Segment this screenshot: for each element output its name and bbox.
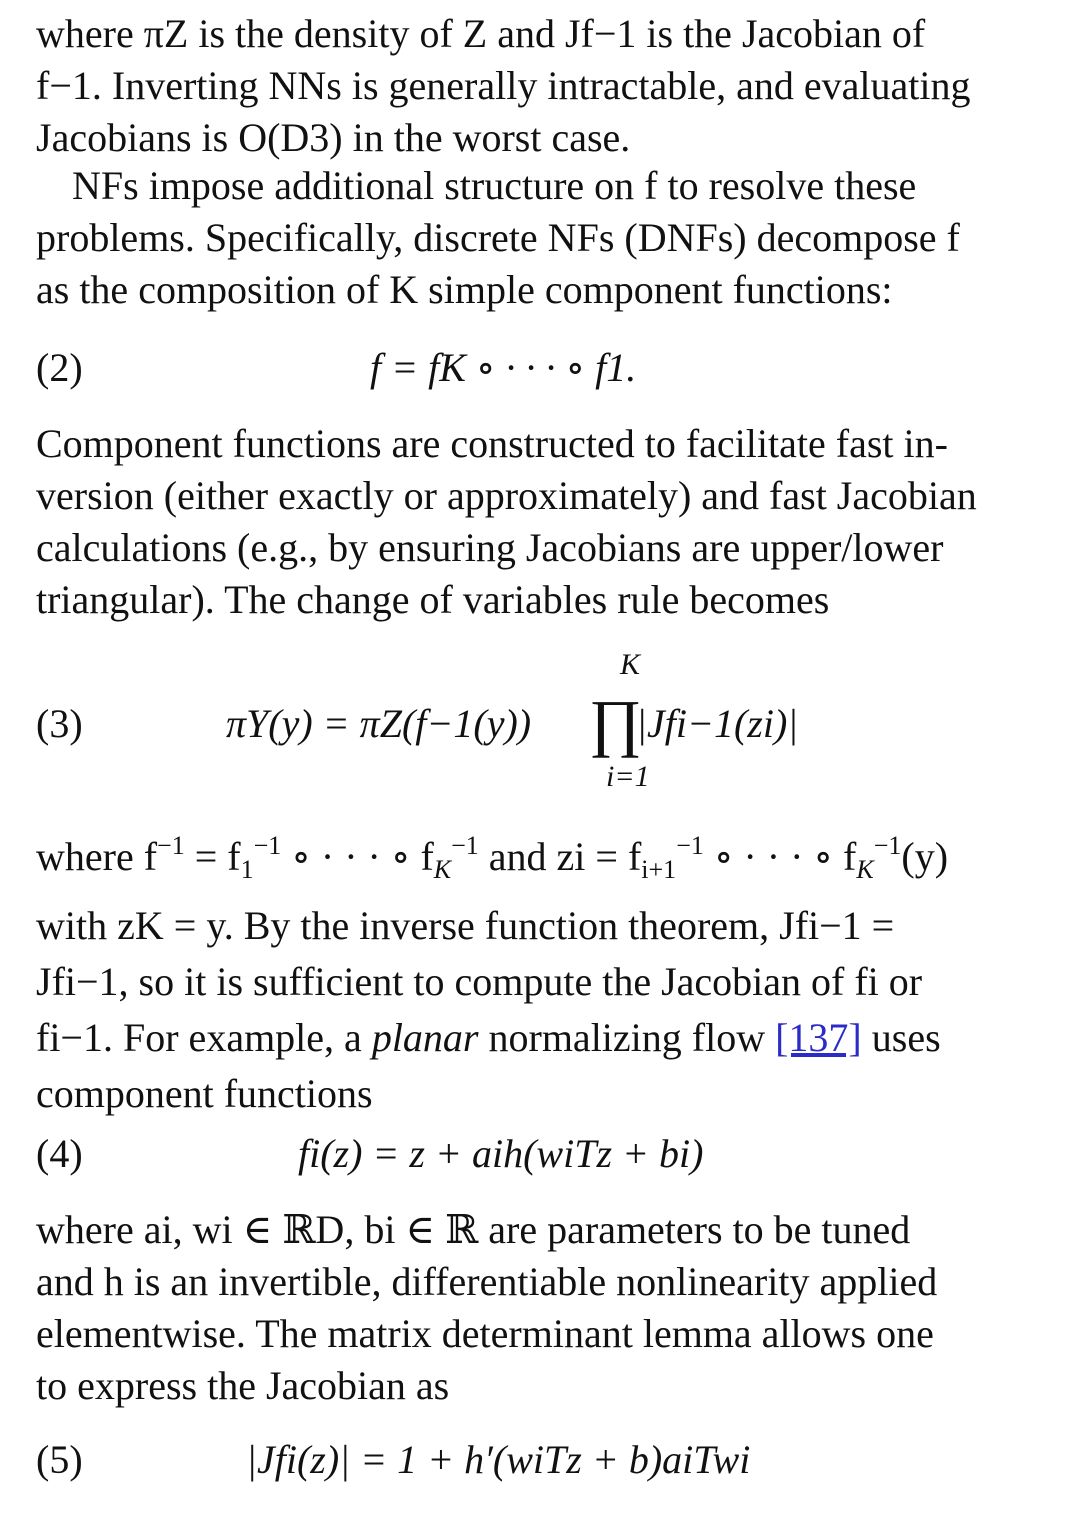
paragraph-4 [36, 818, 1028, 1122]
paragraph-3-line-1: Component functions are constructed to facilitate fast in- [36, 421, 948, 466]
equation-3-number: (3) [36, 701, 83, 746]
paragraph-4-line-4 [36, 1010, 1028, 1066]
p4-l4-uses: uses [861, 1015, 941, 1060]
paragraph-1 [36, 8, 1028, 164]
paragraph-3-line-4: triangular). The change of variables rule becomes [36, 577, 830, 622]
paragraph-4-line-5: component functions [36, 1071, 373, 1116]
equation-3-product-lower: i=1 [606, 760, 650, 793]
paragraph-5-line-1: where ai, wi ∈ ℝD, bi ∈ ℝ are parameters to be tuned [36, 1207, 911, 1252]
equation-3-lhs: πY(y) = πZ(f−1(y)) [226, 701, 532, 746]
paragraph-5 [36, 1204, 1028, 1412]
equation-4-number: (4) [36, 1131, 83, 1176]
planar-emphasis: planar [371, 1015, 479, 1060]
equation-5-number: (5) [36, 1437, 83, 1482]
p4-l1-where: where f [36, 834, 158, 879]
paragraph-3-line-3: calculations (e.g., by ensuring Jacobians are upper/lower [36, 525, 944, 570]
equation-4 [36, 1130, 1028, 1190]
paragraph-4-line-1: where $f^{-1} = f_1^{-1}$ ∘ · · · ∘ $f_K^{-1}$ and zi = $f_{i+1}^{-1}$ ∘ · · · ∘ $f_K^{-1}(y)$ [36, 831, 949, 884]
equation-4-body: fi(z) = z + aih(wiTz + bi) [298, 1131, 704, 1176]
p4-l4-text: fi−1. For example, a [36, 1015, 372, 1060]
equation-2 [36, 344, 1028, 404]
paragraph-5-line-2: and h is an invertible, differentiable nonlinearity applied [36, 1259, 938, 1304]
paragraph-1-line-1: where πZ is the density of Z and Jf−1 is the Jacobian of [36, 11, 926, 56]
p4-l4-text-2: normalizing flow [478, 1015, 776, 1060]
paragraph-2-line-3: as the composition of K simple component functions: [36, 267, 893, 312]
paragraph-1-line-3: Jacobians is O(D3) in the worst case. [36, 115, 631, 160]
paragraph-4-line-3: Jfi−1, so it is sufficient to compute the Jacobian of fi or [36, 959, 923, 1004]
equation-3-product-upper: K [620, 648, 641, 681]
paragraph-3-line-2: version (either exactly or approximately) and fast Jacobian [36, 473, 977, 518]
paragraph-5-line-3: elementwise. The matrix determinant lemma allows one [36, 1311, 934, 1356]
equation-3-rhs: |Jfi−1(zi)| [636, 701, 799, 746]
citation-link-137[interactable]: [137] [775, 1015, 862, 1060]
paragraph-2-line-2: problems. Specifically, discrete NFs (DNFs) decompose f [36, 215, 960, 260]
paragraph-1-line-2: f−1. Inverting NNs is generally intractable, and evaluating [36, 63, 971, 108]
product-symbol: ∏ [589, 687, 642, 758]
p4-l1-comp: ∘ · · · ∘ f [281, 834, 434, 879]
paragraph-2 [36, 160, 1028, 316]
paragraph-3 [36, 418, 1028, 626]
equation-2-number: (2) [36, 345, 83, 390]
paragraph-2-line-1: NFs impose additional structure on f to resolve these [72, 163, 917, 208]
equation-5 [36, 1436, 1028, 1496]
equation-2-body: f = fK ∘ · · · ∘ f1. [370, 345, 637, 390]
equation-3 [36, 648, 1028, 793]
paragraph-4-line-2: with zK = y. By the inverse function theorem, Jfi−1 = [36, 903, 895, 948]
p4-l1-comp2: ∘ · · · ∘ f [703, 834, 857, 879]
p4-l1-and: and zi = f [478, 834, 642, 879]
equation-5-body: |Jfi(z)| = 1 + h′(wiTz + b)aiTwi [246, 1437, 751, 1482]
paragraph-5-line-4: to express the Jacobian as [36, 1363, 450, 1408]
p4-l1-eq: = f [184, 834, 241, 879]
p4-l1-y: (y) [901, 834, 949, 879]
